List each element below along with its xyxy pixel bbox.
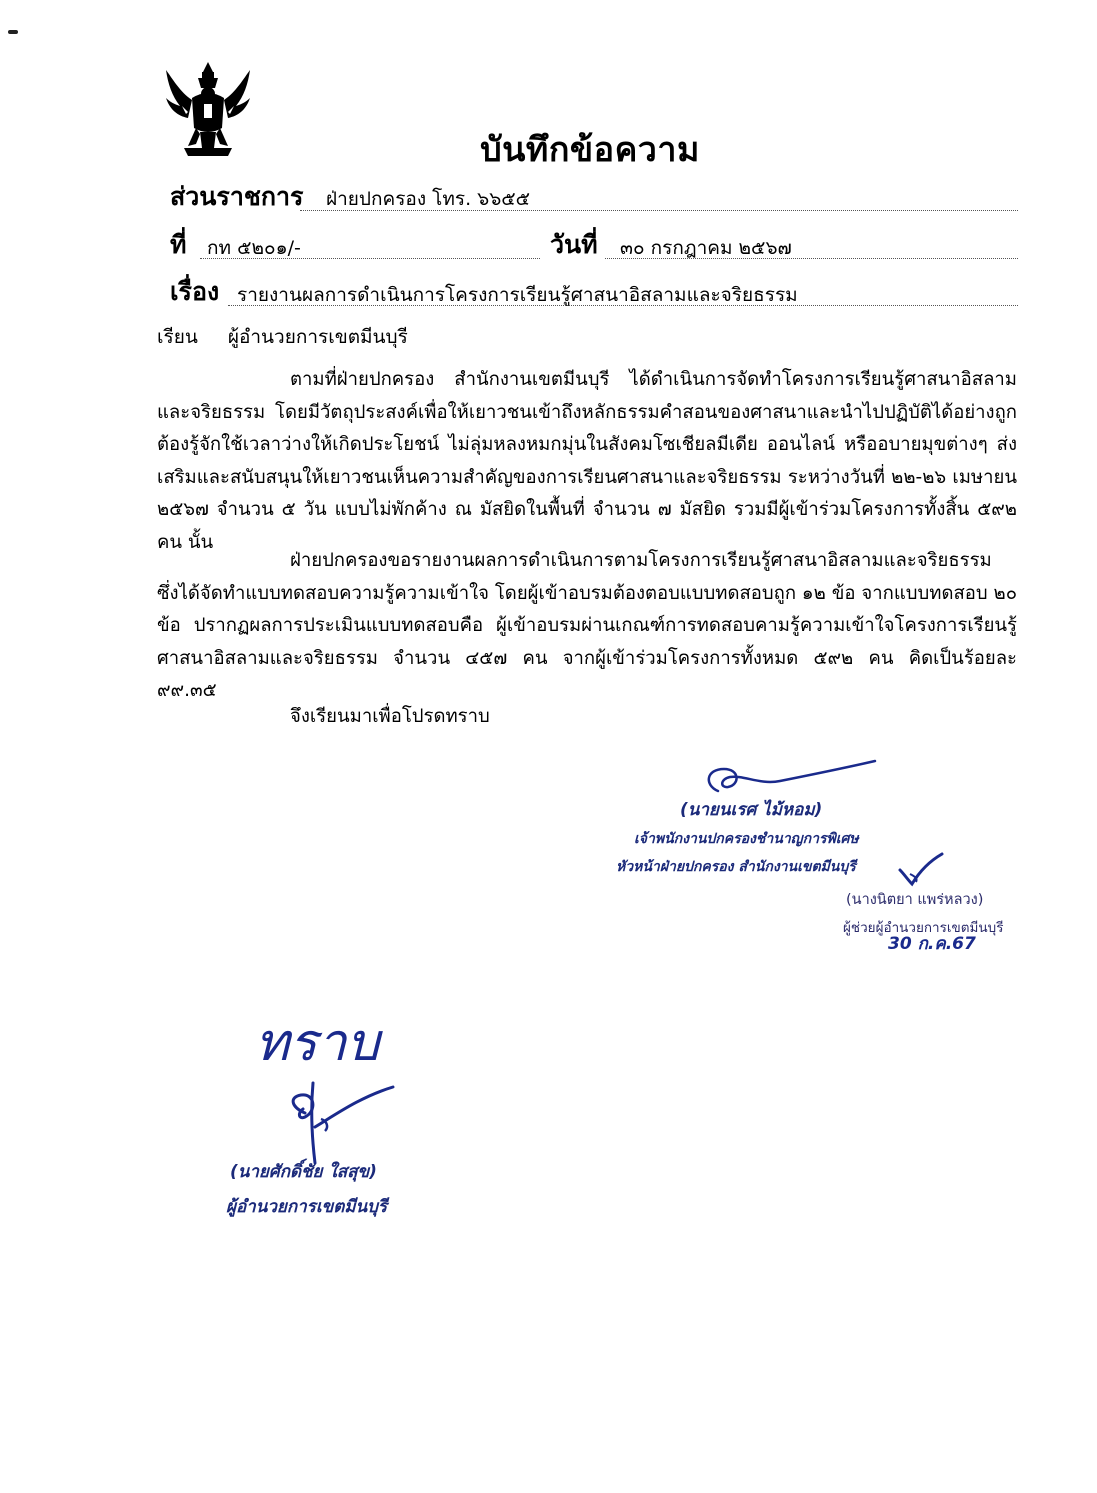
salutation-recipient: ผู้อำนวยการเขตมีนบุรี [227,326,408,348]
subject-dotted-line [228,305,1018,306]
subject-value: รายงานผลการดำเนินการโครงการเรียนรู้ศาสนาอิสลามและจริยธรรม [237,284,798,306]
signatory-1-position-1: เจ้าพนักงานปกครองชำนาญการพิเศษ [634,831,859,847]
date-value: ๓๐ กรกฎาคม ๒๕๖๗ [620,237,792,259]
date-dotted-line [605,258,1018,259]
closing-line: จึงเรียนมาเพื่อโปรดทราบ [290,706,490,727]
date-label: วันที่ [550,230,598,259]
salutation [157,322,408,352]
ref-dotted-line [200,258,540,259]
signatory-2-position: ผู้ช่วยผู้อำนวยการเขตมีนบุรี [843,920,1004,936]
document-title: บันทึกข้อความ [480,130,700,170]
signature-approval-icon [275,1075,405,1170]
ref-value: กท ๕๒๐๑/- [207,237,301,259]
approval-name: (นายศักดิ์ชัย ใสสุข) [230,1162,377,1182]
signatory-2-handwritten-date: 30 ก.ค.67 [888,934,976,954]
signatory-2-name: (นางนิตยา แพร่หลวง) [846,892,984,908]
approval-handwritten-word: ทราบ [255,1013,380,1073]
salutation-prefix: เรียน [157,326,198,348]
signatory-1-name: (นายนเรศ ไม้หอม) [680,800,823,820]
scan-mark [8,30,18,34]
initial-mark-icon [896,850,946,890]
body-paragraph-1: ตามที่ฝ่ายปกครอง สำนักงานเขตมีนบุรี ได้ดำเนินการจัดทำโครงการเรียนรู้ศาสนาอิสลามและจริยธรรม โดยมีวัตถุประสงค์เพื่อให้เยาวชนเข้าถึงหลักธรรมคำสอนของศาสนาและนำไปปฏิบัติได้อย่างถูกต้องรู้จักใช้เวลาว่างให้เกิดประโยชน์ ไม่ลุ่มหลงหมกมุ่นในสังคมโซเชียลมีเดีย ออนไลน์ หรืออบายมุขต่างๆ ส่งเสริมและสนับสนุนให้เยาวชนเห็นความสำคัญของการเรียนศาสนาและจริยธรรม ระหว่างวันที่ ๒๒-๒๖ เมษายน ๒๕๖๗ จำนวน ๕ วัน แบบไม่พักค้าง ณ มัสยิดในพื้นที่ จำนวน ๗ มัสยิด รวมมีผู้เข้าร่วมโครงการทั้งสิ้น ๕๙๒ คน นั้น [157,369,1017,553]
department-dotted-line [300,210,1018,211]
department-label: ส่วนราชการ [170,182,304,211]
signatory-1-position-2: หัวหน้าฝ่ายปกครอง สำนักงานเขตมีนบุรี [616,859,856,875]
department-value: ฝ่ายปกครอง โทร. ๖๖๕๕ [326,188,531,210]
ref-label: ที่ [170,230,187,259]
subject-label: เรื่อง [170,277,220,306]
body-paragraph-2: ฝ่ายปกครองขอรายงานผลการดำเนินการตามโครงการเรียนรู้ศาสนาอิสลามและจริยธรรม ซึ่งได้จัดทำแบบทดสอบความรู้ความเข้าใจ โดยผู้เข้าอบรมต้องตอบแบบทดสอบถูก ๑๒ ข้อ จากแบบทดสอบ ๒๐ ข้อ ปรากฏผลการประเมินแบบทดสอบคือ ผู้เข้าอบรมผ่านเกณฑ์การทดสอบคามรู้ความเข้าใจโครงการเรียนรู้ศาสนาอิสลามและจริยธรรม จำนวน ๔๕๗ คน จากผู้เข้าร่วมโครงการทั้งหมด ๕๙๒ คน คิดเป็นร้อยละ ๙๙.๓๕ [157,550,1017,701]
approval-position: ผู้อำนวยการเขตมีนบุรี [226,1197,388,1217]
